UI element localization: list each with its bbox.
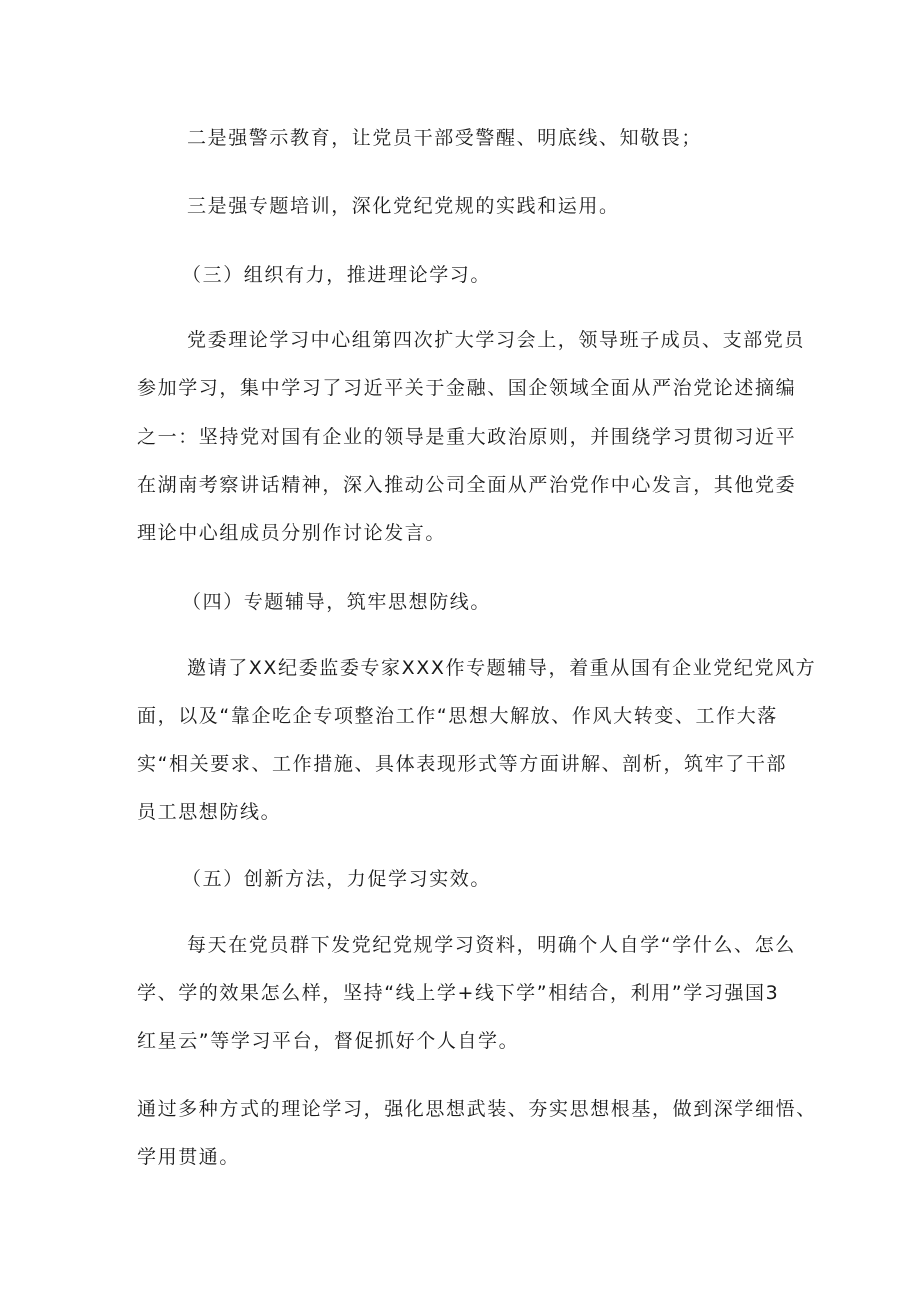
text-line: 党委理论学习中心组第四次扩大学习会上，领导班子成员、支部党员	[187, 329, 806, 351]
text-line: 二是强警示教育，让党员干部受警醒、明底线、知敬畏；	[187, 127, 703, 149]
text-line: 员工思想防线。	[137, 801, 282, 823]
text-line: 三是强专题培训，深化党纪党规的实践和运用。	[187, 195, 620, 217]
text-line: 理论中心组成员分别作讨论发言。	[137, 522, 447, 544]
text-line: 红星云”等学习平台，督促抓好个人自学。	[137, 1030, 520, 1052]
text-line: 之一：坚持党对国有企业的领导是重大政治原则，并围绕学习贯彻习近平	[137, 426, 797, 448]
text-line: 实“相关要求、工作措施、具体表现形式等方面讲解、剖析，筑牢了干部	[137, 753, 788, 775]
text-line: 参加学习，集中学习了习近平关于金融、国企领域全面从严治党论述摘编	[137, 377, 797, 399]
text-line: 通过多种方式的理论学习，强化思想武装、夯实思想根基，做到深学细悟、	[137, 1098, 817, 1120]
section-heading: （五）创新方法，力促学习实效。	[182, 868, 492, 890]
text-line: 面，以及“靠企吃企专项整治工作“思想大解放、作风大转变、工作大落	[137, 705, 778, 727]
section-heading: （三）组织有力，推进理论学习。	[182, 264, 492, 286]
text-line: 学用贯通。	[137, 1146, 241, 1168]
text-line: 在湖南考察讲话精神，深入推动公司全面从严治党作中心发言，其他党委	[137, 474, 797, 496]
section-heading: （四）专题辅导，筑牢思想防线。	[182, 591, 492, 613]
text-line: 学、学的效果怎么样，坚持“线上学+线下学”相结合，利用”学习强国3	[137, 982, 780, 1004]
text-line: 每天在党员群下发党纪党规学习资料，明确个人自学“学什么、怎么	[187, 934, 796, 956]
text-line: 邀请了XX纪委监委专家XXX作专题辅导，着重从国有企业党纪党风方	[187, 657, 817, 679]
